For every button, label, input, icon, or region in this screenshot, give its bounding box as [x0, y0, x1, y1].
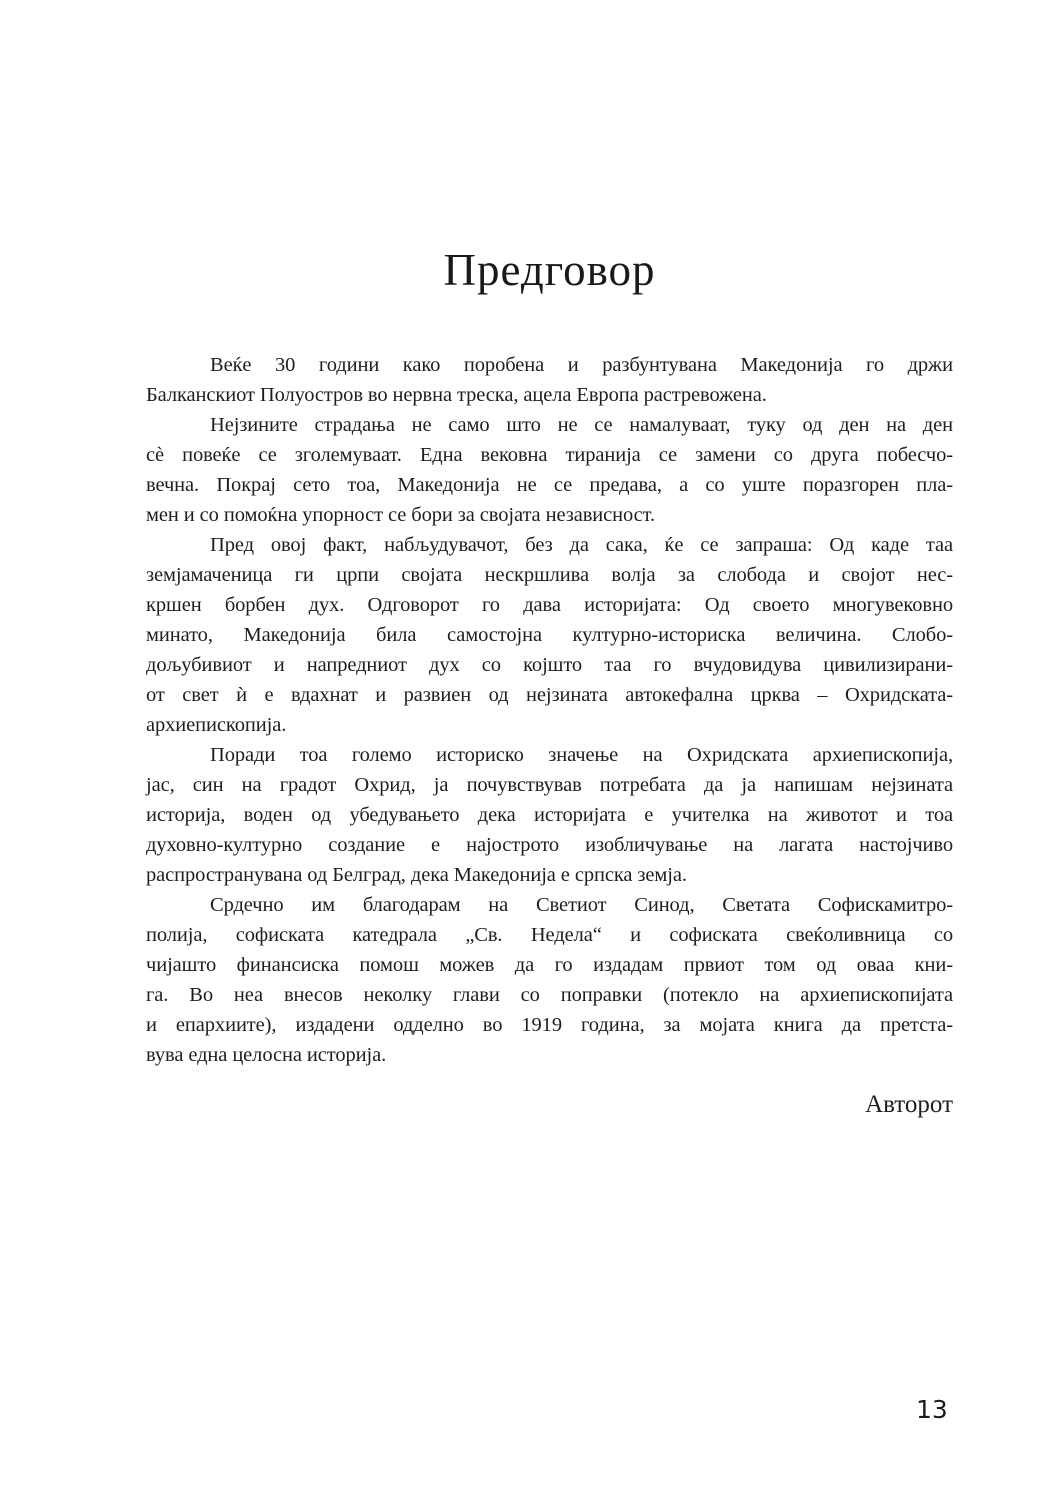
text-line: историја, воден од убедувањето дека историјата е учителка на животот и тоа: [146, 804, 953, 826]
text-line: кршен борбен дух. Одговорот го дава историјата: Од своето многувековно: [146, 594, 953, 616]
text-line: га. Во неа внесов неколку глави со поправки (потекло на архиепископијата: [146, 984, 953, 1006]
text-line: полија, софиската катедрала „Св. Недела“ и софиската свеќоливница со: [146, 924, 953, 946]
text-line: архиепископија.: [146, 714, 287, 736]
page-title: Предговор: [443, 245, 656, 295]
text-line: от свет ѝ е вдахнат и развиен од нејзината автокефална црква – Охридската-: [146, 684, 953, 706]
text-line: распространувана од Белград, дека Македонија е српска земја.: [146, 864, 687, 886]
text-line: вува една целосна историја.: [146, 1044, 387, 1066]
author-signature: Авторот: [865, 1091, 953, 1118]
text-line: вечна. Покрај сето тоа, Македонија не се предава, а со уште поразгорен пла-: [146, 474, 953, 496]
body-text: [146, 350, 953, 1070]
paragraph: [146, 410, 953, 530]
text-line: мен и со помоќна упорност се бори за својата независност.: [146, 504, 656, 526]
text-line: земјамаченица ги црпи својата нескршлива волја за слобода и својот нес-: [146, 564, 953, 586]
paragraph: [146, 890, 953, 1070]
text-line: духовно-културно создание е најострото изобличување на лагата настојчиво: [146, 834, 953, 856]
paragraph: [146, 350, 953, 410]
text-line: Веќе 30 години како поробена и разбунтувана Македонија го држи: [210, 354, 953, 376]
text-line: минато, Македонија била самостојна културно-историска величина. Слобо-: [146, 624, 953, 646]
text-line: сè повеќе се зголемуваат. Една вековна тиранија се замени со друга побесчо-: [146, 444, 953, 466]
text-line: Поради тоа големо историско значење на Охридската архиепископија,: [210, 744, 953, 766]
text-line: Нејзините страдања не само што не се намалуваат, туку од ден на ден: [210, 414, 953, 436]
text-line: јас, син на градот Охрид, ја почувствував потребата да ја напишам нејзината: [146, 774, 953, 796]
paragraph: [146, 740, 953, 890]
text-line: дољубивиот и напредниот дух со којшто таа го вчудовидува цивилизирани-: [146, 654, 953, 676]
text-line: Балканскиот Полуостров во нервна треска, ацела Европа растревожена.: [146, 384, 767, 406]
text-line: чијашто финансиска помош можев да го издадам првиот том од оваа кни-: [146, 954, 953, 976]
text-line: и епархиите), издадени одделно во 1919 година, за мојата книга да претста-: [146, 1014, 953, 1036]
paragraph: [146, 530, 953, 740]
text-line: Пред овој факт, набљудувачот, без да сака, ќе се запраша: Од каде таа: [210, 534, 953, 556]
page-number: 13: [916, 1395, 948, 1424]
text-line: Срдечно им благодарам на Светиот Синод, Светата Софискамитро-: [210, 894, 953, 916]
